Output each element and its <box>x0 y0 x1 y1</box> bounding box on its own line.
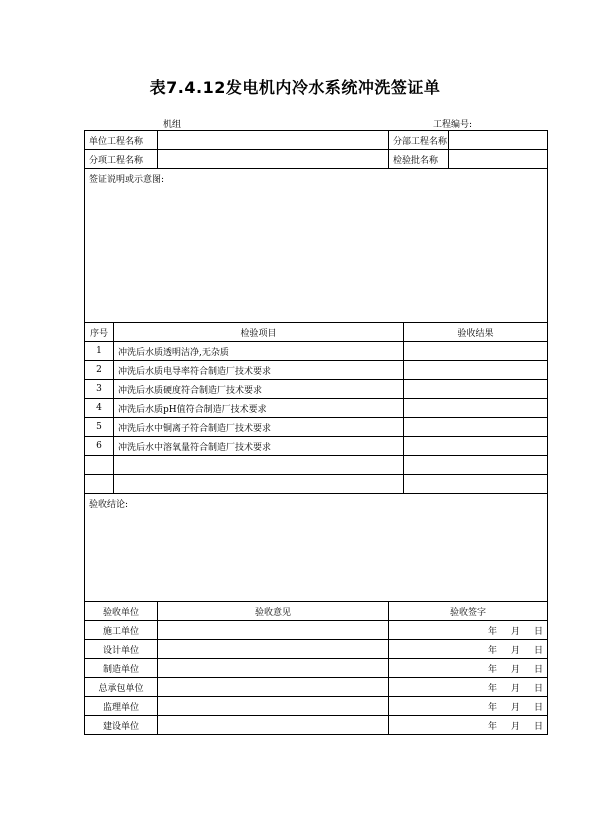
acceptance-unit-header: 验收单位 <box>85 602 158 621</box>
table-row <box>85 399 548 418</box>
sub-project-field[interactable] <box>449 131 548 150</box>
acceptance-opinion-cell[interactable] <box>158 697 389 716</box>
acceptance-date-cell[interactable]: 年 月 日 <box>389 716 548 735</box>
info-row-1 <box>85 131 548 150</box>
table-row <box>85 418 548 437</box>
form-title: 表7.4.12发电机内冷水系统冲洗签证单 <box>149 78 441 97</box>
seq-cell: 2 <box>85 361 114 380</box>
item-cell: 冲洗后水质pH值符合制造厂技术要求 <box>114 399 404 418</box>
acceptance-unit-name: 总承包单位 <box>85 678 158 697</box>
acceptance-date-cell[interactable]: 年 月 日 <box>389 697 548 716</box>
result-cell[interactable] <box>404 437 548 456</box>
sub-project-label: 分部工程名称 <box>389 131 449 150</box>
acceptance-unit-name: 监理单位 <box>85 697 158 716</box>
result-cell[interactable] <box>404 342 548 361</box>
unit-label: 机组 <box>163 120 182 130</box>
result-cell[interactable] <box>404 475 548 494</box>
item-project-label: 分项工程名称 <box>85 150 158 169</box>
acceptance-opinion-cell[interactable] <box>158 659 389 678</box>
item-header: 检验项目 <box>114 323 404 342</box>
seq-cell: 5 <box>85 418 114 437</box>
conclusion-label: 验收结论: <box>89 500 129 510</box>
table-row <box>85 342 548 361</box>
acceptance-row <box>85 640 548 659</box>
item-cell: 冲洗后水质透明洁净,无杂质 <box>114 342 404 361</box>
acceptance-row <box>85 659 548 678</box>
acceptance-date-cell[interactable]: 年 月 日 <box>389 621 548 640</box>
project-no-label: 工程编号: <box>433 120 473 130</box>
result-cell[interactable] <box>404 399 548 418</box>
certificate-form <box>84 130 548 735</box>
seq-cell: 3 <box>85 380 114 399</box>
item-cell[interactable] <box>114 475 404 494</box>
certificate-desc-area[interactable] <box>85 169 548 323</box>
acceptance-opinion-header: 验收意见 <box>158 602 389 621</box>
result-cell[interactable] <box>404 380 548 399</box>
result-cell[interactable] <box>404 418 548 437</box>
acceptance-opinion-cell[interactable] <box>158 621 389 640</box>
certificate-desc-label: 签证说明或示意图: <box>89 175 165 185</box>
acceptance-header <box>85 602 548 621</box>
result-cell[interactable] <box>404 361 548 380</box>
table-row-empty <box>85 475 548 494</box>
seq-cell: 4 <box>85 399 114 418</box>
table-row <box>85 437 548 456</box>
seq-cell: 6 <box>85 437 114 456</box>
acceptance-unit-name: 施工单位 <box>85 621 158 640</box>
acceptance-date-cell[interactable]: 年 月 日 <box>389 640 548 659</box>
acceptance-opinion-cell[interactable] <box>158 716 389 735</box>
seq-cell[interactable] <box>85 475 114 494</box>
unit-project-label: 单位工程名称 <box>85 131 158 150</box>
acceptance-row <box>85 697 548 716</box>
acceptance-opinion-cell[interactable] <box>158 640 389 659</box>
acceptance-unit-name: 建设单位 <box>85 716 158 735</box>
table-row <box>85 361 548 380</box>
item-cell: 冲洗后水质硬度符合制造厂技术要求 <box>114 380 404 399</box>
acceptance-date-cell[interactable]: 年 月 日 <box>389 659 548 678</box>
batch-label: 检验批名称 <box>389 150 449 169</box>
table-row-empty <box>85 456 548 475</box>
acceptance-opinion-cell[interactable] <box>158 678 389 697</box>
item-cell: 冲洗后水中溶氧量符合制造厂技术要求 <box>114 437 404 456</box>
seq-cell[interactable] <box>85 456 114 475</box>
acceptance-signature-header: 验收签字 <box>389 602 548 621</box>
result-cell[interactable] <box>404 456 548 475</box>
acceptance-row <box>85 621 548 640</box>
acceptance-row <box>85 716 548 735</box>
unit-project-field[interactable] <box>158 131 389 150</box>
acceptance-unit-name: 制造单位 <box>85 659 158 678</box>
acceptance-unit-name: 设计单位 <box>85 640 158 659</box>
item-cell: 冲洗后水质电导率符合制造厂技术要求 <box>114 361 404 380</box>
result-header: 验收结果 <box>404 323 548 342</box>
item-cell: 冲洗后水中铜离子符合制造厂技术要求 <box>114 418 404 437</box>
acceptance-row <box>85 678 548 697</box>
inspection-header <box>85 323 548 342</box>
item-cell[interactable] <box>114 456 404 475</box>
conclusion-area[interactable] <box>85 494 548 602</box>
table-row <box>85 380 548 399</box>
batch-field[interactable] <box>449 150 548 169</box>
acceptance-date-cell[interactable]: 年 月 日 <box>389 678 548 697</box>
info-row-2 <box>85 150 548 169</box>
item-project-field[interactable] <box>158 150 389 169</box>
seq-header: 序号 <box>85 323 114 342</box>
seq-cell: 1 <box>85 342 114 361</box>
